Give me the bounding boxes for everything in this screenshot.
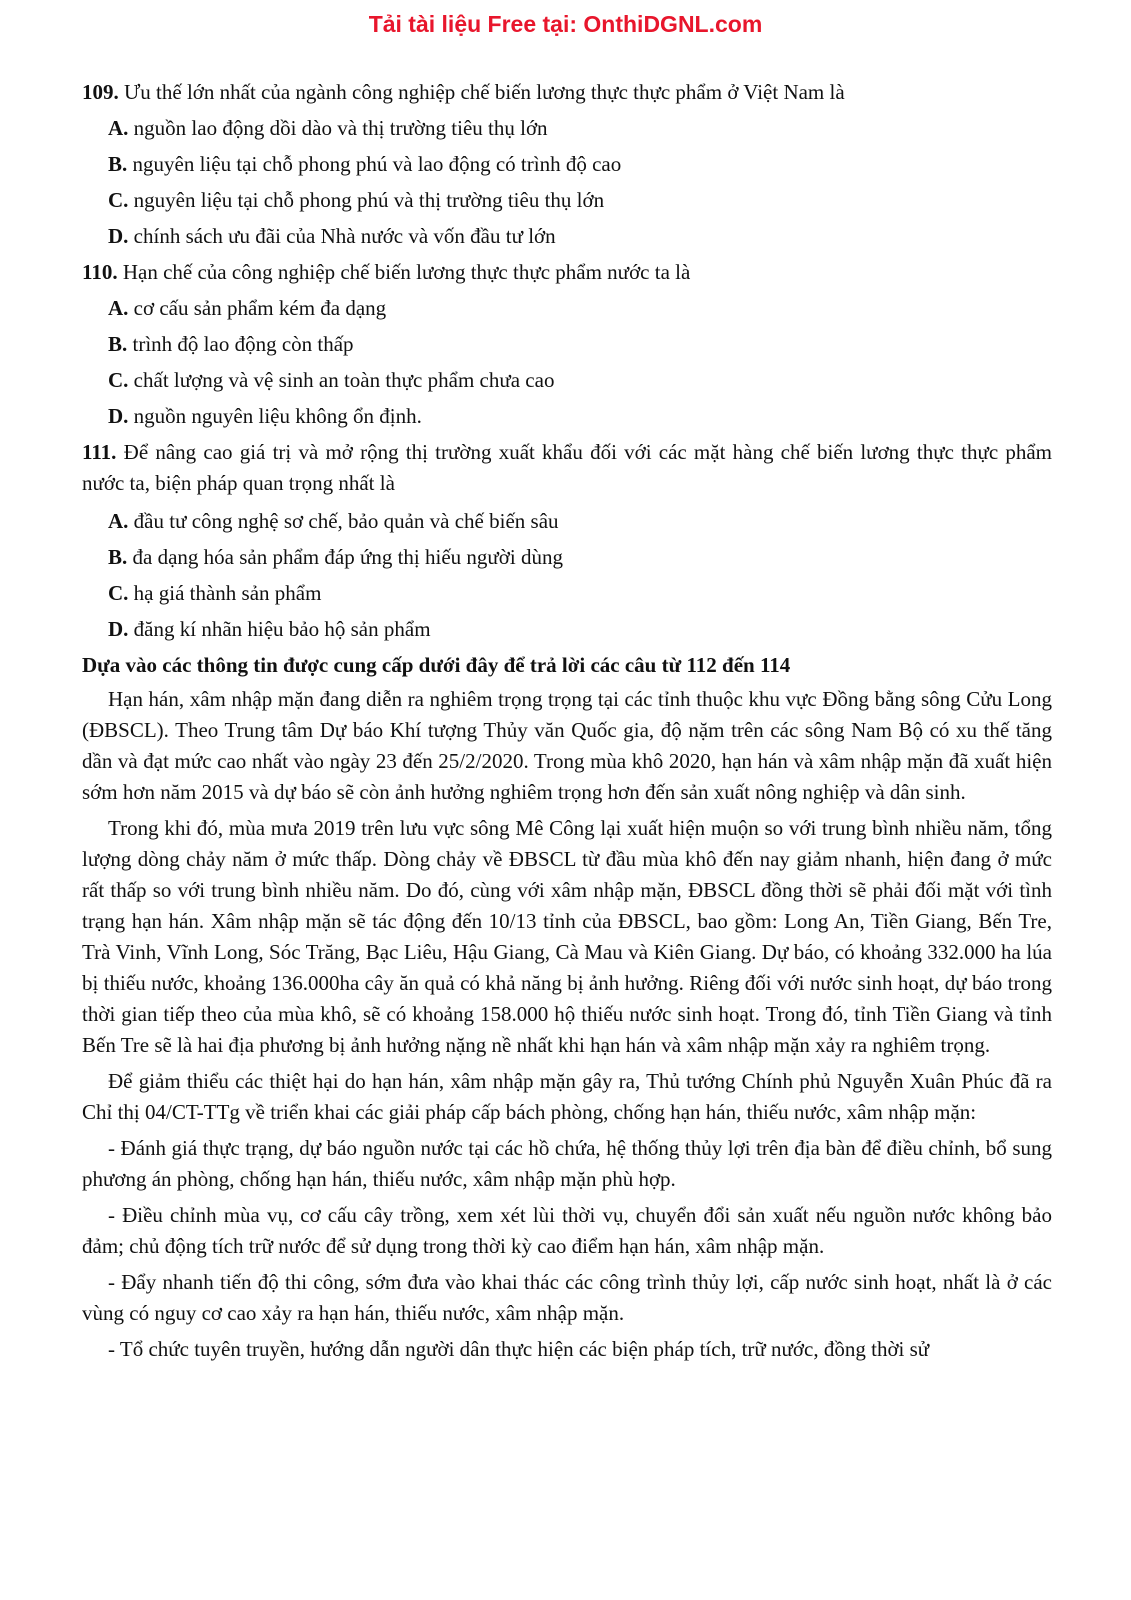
option-text: nguồn lao động dồi dào và thị trường tiêu thụ lớn: [133, 116, 548, 140]
option-text: hạ giá thành sản phẩm: [133, 581, 322, 605]
option-c: [82, 182, 1052, 218]
option-letter: A.: [108, 116, 129, 140]
option-b: [82, 146, 1052, 182]
question-number: 111.: [82, 440, 117, 464]
directive-bullet-1: - Đánh giá thực trạng, dự báo nguồn nước tại các hồ chứa, hệ thống thủy lợi trên địa bàn để điều chỉnh, bổ sung phương án phòng, chống hạn hán, thiếu nước, xâm nhập mặn phù hợp.: [82, 1136, 1052, 1191]
option-a: [82, 290, 1052, 326]
question-stem: [82, 254, 1052, 290]
question-stem: [82, 437, 1052, 499]
option-letter: B.: [108, 332, 128, 356]
directive-bullet-2: - Điều chỉnh mùa vụ, cơ cấu cây trồng, xem xét lùi thời vụ, chuyển đổi sản xuất nếu nguồn nước không bảo đảm; chủ động tích trữ nước để sử dụng trong thời kỳ cao điểm hạn hán, xâm nhập mặn.: [82, 1203, 1052, 1258]
option-a: [82, 110, 1052, 146]
passage-paragraph-3: Để giảm thiểu các thiệt hại do hạn hán, xâm nhập mặn gây ra, Thủ tướng Chính phủ Nguyễn Xuân Phúc đã ra Chỉ thị 04/CT-TTg về triển khai các giải pháp cấp bách phòng, chống hạn hán, thiếu nước, xâm nhập mặn:: [82, 1069, 1052, 1124]
option-text: trình độ lao động còn thấp: [132, 332, 354, 356]
question-110: [82, 254, 1052, 434]
option-d: [82, 398, 1052, 434]
directive-bullet-3: - Đẩy nhanh tiến độ thi công, sớm đưa vào khai thác các công trình thủy lợi, cấp nước sinh hoạt, nhất là ở các vùng có nguy cơ cao xảy ra hạn hán, thiếu nước, xâm nhập mặn.: [82, 1270, 1052, 1325]
passage-paragraph-2: Trong khi đó, mùa mưa 2019 trên lưu vực sông Mê Công lại xuất hiện muộn so với trung bình nhiều năm, tổng lượng dòng chảy năm ở mức thấp. Dòng chảy về ĐBSCL từ đầu mùa khô đến nay giảm nhanh, hiện đang ở mức rất thấp so với trung bình nhiều năm. Do đó, cùng với xâm nhập mặn, ĐBSCL đồng thời sẽ phải đối mặt với tình trạng hạn hán. Xâm nhập mặn sẽ tác động đến 10/13 tỉnh của ĐBSCL, bao gồm: Long An, Tiền Giang, Bến Tre, Trà Vinh, Vĩnh Long, Sóc Trăng, Bạc Liêu, Hậu Giang, Cà Mau và Kiên Giang. Dự báo, có khoảng 332.000 ha lúa bị thiếu nước, khoảng 136.000ha cây ăn quả có khả năng bị ảnh hưởng. Riêng đối với nước sinh hoạt, dự báo trong thời gian tiếp theo của mùa khô, sẽ có khoảng 158.000 hộ thiếu nước sinh hoạt. Trong đó, tỉnh Tiền Giang và tỉnh Bến Tre sẽ là hai địa phương bị ảnh hưởng nặng nề nhất khi hạn hán và xâm nhập mặn xảy ra nghiêm trọng.: [82, 816, 1052, 1057]
option-text: nguyên liệu tại chỗ phong phú và thị trường tiêu thụ lớn: [133, 188, 605, 212]
option-b: [82, 326, 1052, 362]
option-letter: D.: [108, 617, 129, 641]
option-text: cơ cấu sản phẩm kém đa dạng: [133, 296, 387, 320]
question-109: [82, 74, 1052, 254]
document-page: [82, 74, 1052, 1370]
option-d: [82, 611, 1052, 647]
option-letter: B.: [108, 152, 128, 176]
option-letter: D.: [108, 404, 129, 428]
directive-bullet-4: - Tổ chức tuyên truyền, hướng dẫn người dân thực hiện các biện pháp tích, trữ nước, đồng thời sử: [108, 1337, 930, 1361]
option-c: [82, 575, 1052, 611]
question-number: 110.: [82, 260, 118, 284]
question-text: Để nâng cao giá trị và mở rộng thị trường xuất khẩu đối với các mặt hàng chế biến lương thực thực phẩm nước ta, biện pháp quan trọng nhất là: [82, 440, 1053, 495]
option-c: [82, 362, 1052, 398]
option-d: [82, 218, 1052, 254]
option-letter: C.: [108, 368, 129, 392]
option-text: chính sách ưu đãi của Nhà nước và vốn đầu tư lớn: [133, 224, 556, 248]
option-text: nguồn nguyên liệu không ổn định.: [133, 404, 422, 428]
option-text: đăng kí nhãn hiệu bảo hộ sản phẩm: [133, 617, 431, 641]
option-letter: A.: [108, 509, 129, 533]
question-stem: [82, 74, 1052, 110]
passage-paragraph-1: Hạn hán, xâm nhập mặn đang diễn ra nghiêm trọng trọng tại các tỉnh thuộc khu vực Đồng bằng sông Cửu Long (ĐBSCL). Theo Trung tâm Dự báo Khí tượng Thủy văn Quốc gia, độ nặm trên các sông Nam Bộ có xu thế tăng dần và đạt mức cao nhất vào ngày 23 đến 25/2/2020. Trong mùa khô 2020, hạn hán và xâm nhập mặn đã xuất hiện sớm hơn năm 2015 và dự báo sẽ còn ảnh hưởng nghiêm trọng hơn đến sản xuất nông nghiệp và dân sinh.: [82, 687, 1052, 804]
option-letter: A.: [108, 296, 129, 320]
question-111: [82, 437, 1052, 647]
option-b: [82, 539, 1052, 575]
download-banner-link[interactable]: Tải tài liệu Free tại: OnthiDGNL.com: [368, 11, 763, 37]
option-text: nguyên liệu tại chỗ phong phú và lao động có trình độ cao: [132, 152, 622, 176]
question-text: Hạn chế của công nghiệp chế biến lương thực thực phẩm nước ta là: [122, 260, 691, 284]
option-letter: B.: [108, 545, 128, 569]
passage-heading: Dựa vào các thông tin được cung cấp dưới đây để trả lời các câu từ 112 đến 114: [82, 653, 791, 677]
option-letter: C.: [108, 581, 129, 605]
option-text: đầu tư công nghệ sơ chế, bảo quản và chế biến sâu: [133, 509, 559, 533]
option-text: chất lượng và vệ sinh an toàn thực phẩm chưa cao: [133, 368, 555, 392]
option-letter: D.: [108, 224, 129, 248]
option-letter: C.: [108, 188, 129, 212]
question-text: Ưu thế lớn nhất của ngành công nghiệp chế biến lương thực thực phẩm ở Việt Nam là: [124, 80, 845, 104]
option-text: đa dạng hóa sản phẩm đáp ứng thị hiếu người dùng: [132, 545, 563, 569]
option-a: [82, 503, 1052, 539]
question-number: 109.: [82, 80, 119, 104]
